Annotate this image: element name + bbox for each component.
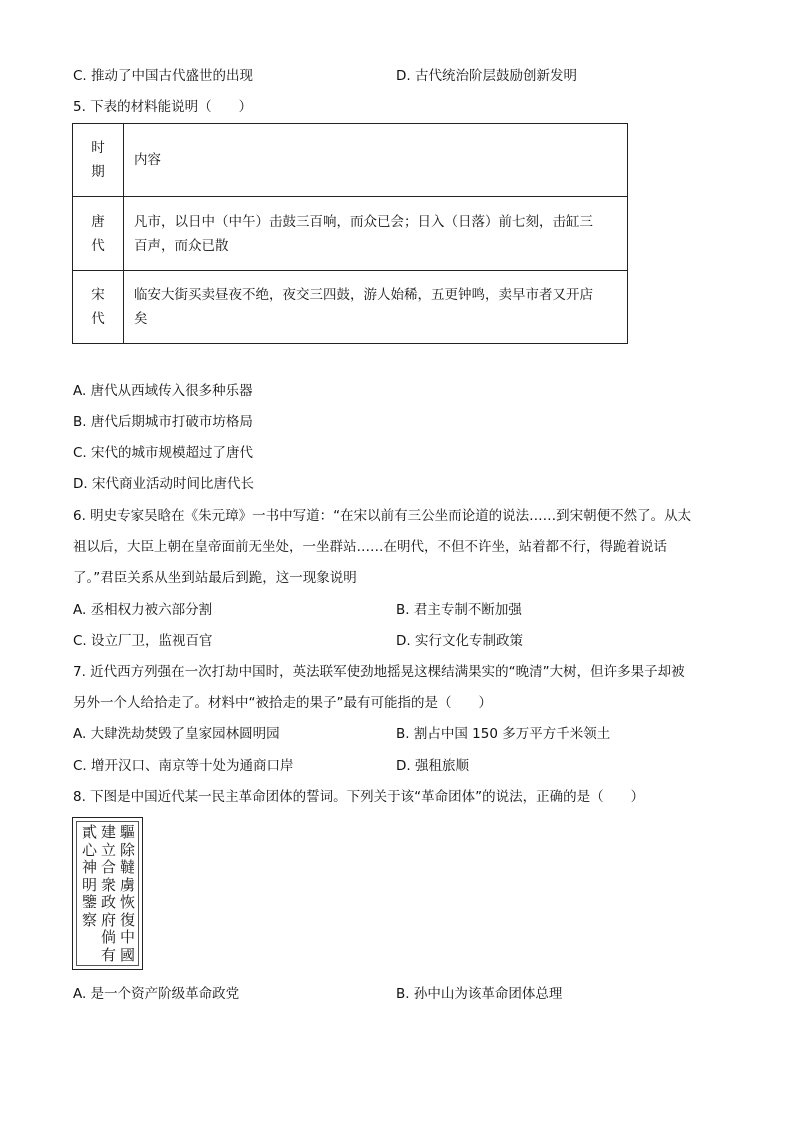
header-period-cell <box>73 124 124 197</box>
oath-column-3: 貳心神明鑒察 <box>81 823 97 929</box>
q6-option-a: A. 丞相权力被六部分割 <box>73 602 213 618</box>
q6-option-b: B. 君主专制不断加强 <box>396 602 522 618</box>
period-char: 代 <box>91 237 105 254</box>
table-row <box>73 197 628 271</box>
content-cell-song <box>124 271 628 344</box>
period-cell-tang <box>73 197 124 271</box>
q4-option-d: D. 古代统治阶层鼓励创新发明 <box>396 68 577 84</box>
q5-material-table <box>72 123 628 344</box>
q5-stem: 5. 下表的材料能说明（ ） <box>73 99 253 115</box>
q5-option-d: D. 宋代商业活动时间比唐代长 <box>73 476 254 492</box>
table-row <box>73 271 628 344</box>
q6-stem-line: 6. 明史专家吴晗在《朱元璋》一书中写道：“在宋以前有三公坐而论道的说法……到宋朝便不然了。从太 <box>73 508 692 524</box>
q4-option-c: C. 推动了中国古代盛世的出现 <box>73 68 254 84</box>
q7-option-b: B. 割占中国 150 多万平方千米领土 <box>396 726 611 742</box>
q8-option-b: B. 孙中山为该革命团体总理 <box>396 986 563 1002</box>
q8-stem: 8. 下图是中国近代某一民主革命团体的誓词。下列关于该“革命团体”的说法，正确的是（ ） <box>73 789 645 805</box>
q7-option-c: C. 增开汉口、南京等十处为通商口岸 <box>73 758 294 774</box>
q5-option-c: C. 宋代的城市规模超过了唐代 <box>73 445 254 461</box>
period-char: 代 <box>91 311 105 327</box>
q8-option-a: A. 是一个资产阶级革命政党 <box>73 986 240 1002</box>
q6-stem-line: 了。”君臣关系从坐到站最后到跪，这一现象说明 <box>73 570 357 586</box>
q7-option-d: D. 强租旅顺 <box>396 758 469 774</box>
q5-option-a: A. 唐代从西域传入很多种乐器 <box>73 383 253 399</box>
header-period-char: 期 <box>91 164 105 180</box>
period-char: 唐 <box>91 213 105 230</box>
content-line: 凡市，以日中（中午）击鼓三百响，而众已会；日入（日落）前七刻，击缸三 <box>134 213 593 230</box>
period-cell-song <box>73 271 124 344</box>
content-line: 百声，而众已散 <box>134 237 229 254</box>
period-char: 宋 <box>91 287 105 303</box>
content-line: 矣 <box>134 311 148 327</box>
q5-option-b: B. 唐代后期城市打破市坊格局 <box>73 414 253 430</box>
oath-column-1: 驅除韃虜恢復中國 <box>119 823 135 964</box>
q7-stem-line: 7. 近代西方列强在一次打劫中国时，英法联军使劲地摇晃这棵结满果实的“晚清”大树，但许多果子却被 <box>73 664 685 680</box>
q7-option-a: A. 大肆洗劫焚毁了皇家园林圆明园 <box>73 726 280 742</box>
q6-stem-line: 祖以后，大臣上朝在皇帝面前无坐处，一坐群站……在明代，不但不许坐，站着都不行，得跪着说话 <box>73 539 667 555</box>
oath-calligraphy-image <box>72 817 143 970</box>
table-header-row <box>73 124 628 197</box>
header-content-cell: 内容 <box>124 124 628 197</box>
q6-option-c: C. 设立厂卫，监视百官 <box>73 633 213 649</box>
content-line: 临安大街买卖昼夜不绝，夜交三四鼓，游人始稀，五更钟鸣，卖早市者又开店 <box>134 287 593 303</box>
oath-column-2: 建立合衆政府倘有 <box>100 823 116 964</box>
q6-option-d: D. 实行文化专制政策 <box>396 633 523 649</box>
content-cell-tang <box>124 197 628 271</box>
q7-stem-line: 另外一个人给拾走了。材料中“被拾走的果子”最有可能指的是（ ） <box>73 695 492 711</box>
header-period-char: 时 <box>91 140 105 156</box>
